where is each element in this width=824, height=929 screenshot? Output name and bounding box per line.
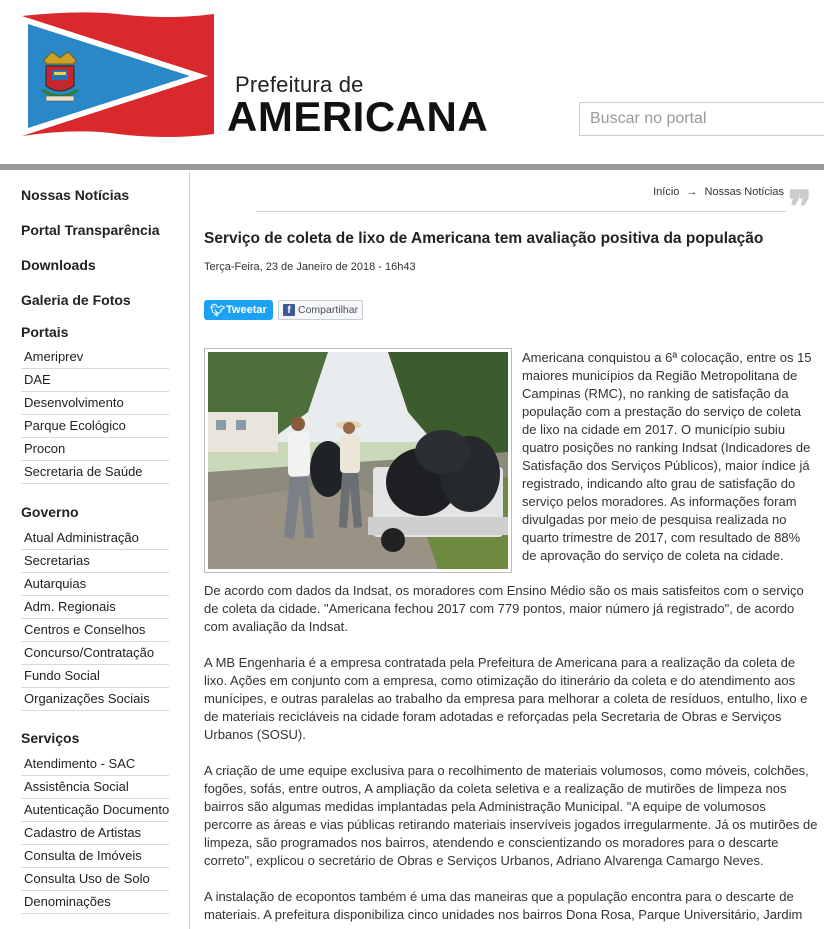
sidebar-item-parque-ecologico[interactable]: Parque Ecológico [21, 415, 169, 438]
sidebar-section-servicos-title: Serviços [21, 730, 80, 746]
article-title: Serviço de coleta de lixo de Americana tem avaliação positiva da população [204, 230, 764, 247]
breadcrumb [653, 186, 784, 198]
sidebar-item-desenvolvimento[interactable]: Desenvolvimento [21, 392, 169, 415]
sidebar-item-denominacoes[interactable]: Denominações [21, 891, 169, 914]
p4-line: fogões, sofás, entre outros, A ampliação da coleta seletiva e a realização de mutirões de limpeza nos [204, 781, 787, 796]
p4-line: percorre as áreas e vias públicas retirando materiais inservíveis jogados irregularmente. Já os mutirões de [204, 817, 818, 832]
p3-line: Urbanos (SOSU). [204, 727, 306, 742]
sidebar-section-governo-title: Governo [21, 504, 79, 520]
city-flag-logo[interactable] [18, 10, 218, 142]
twitter-bird-icon: 🐦︎ [210, 303, 226, 317]
sidebar-link-galeria-de-fotos[interactable]: Galeria de Fotos [21, 292, 131, 308]
sidebar [0, 172, 190, 929]
p1-line: Americana conquistou a 6ª colocação, entre os 15 [522, 350, 812, 365]
p4-line: limpeza, são programados nos bairros, atendendo e conscientizando os moradores para o descarte [204, 835, 779, 850]
facebook-share-button[interactable] [278, 300, 363, 320]
breadcrumb-current[interactable]: Nossas Notícias [704, 186, 784, 198]
sidebar-item-organizacoes-sociais[interactable]: Organizações Sociais [21, 688, 169, 711]
sidebar-item-atendimento-sac[interactable]: Atendimento - SAC [21, 753, 169, 776]
breadcrumb-separator: → [686, 186, 698, 198]
p1-line: população com a prestação do serviço de coleta [522, 404, 801, 419]
sidebar-item-cadastro-de-artistas[interactable]: Cadastro de Artistas [21, 822, 169, 845]
breadcrumb-home-link[interactable]: Início [653, 186, 680, 198]
sidebar-item-atual-administracao[interactable]: Atual Administração [21, 527, 169, 550]
p4-line: bairros são algumas medidas implantadas pela Administração Municipal. "A equipe de volumosos [204, 799, 766, 814]
sidebar-item-assistencia-social[interactable]: Assistência Social [21, 776, 169, 799]
article-paragraph-4 [204, 762, 824, 870]
p2-line: com avaliação da Indsat. [204, 619, 348, 634]
article-paragraph-2 [204, 582, 824, 636]
article-paragraph-5 [204, 888, 824, 924]
breadcrumb-rule [256, 199, 786, 212]
p5-line: A instalação de ecopontos também é uma das maneiras que a população encontra para o descarte de [204, 889, 794, 904]
p1-line: registrado, indicando alto grau de satisfação do [522, 476, 796, 491]
sidebar-item-fundo-social[interactable]: Fundo Social [21, 665, 169, 688]
p1-line: de lixo na cidade em 2017. O município subiu [522, 422, 786, 437]
sidebar-link-portal-transparencia[interactable]: Portal Transparência [21, 222, 160, 238]
sidebar-item-secretaria-de-saude[interactable]: Secretaria de Saúde [21, 461, 169, 484]
article-paragraph-1 [522, 349, 822, 565]
p3-line: de materiais recicláveis na cidade foram adotadas e reforçadas pela Secretaria de Obras e Serviços [204, 709, 782, 724]
quote-mark-icon: ❞ [788, 183, 812, 232]
sidebar-item-secretarias[interactable]: Secretarias [21, 550, 169, 573]
p1-line: quatro posições no ranking Indsat (Indicadores de [522, 440, 811, 455]
tweet-button[interactable] [204, 300, 273, 320]
logo-line1: Prefeitura de [235, 72, 364, 97]
sidebar-item-autenticacao-documento[interactable]: Autenticação Documento [21, 799, 169, 822]
sidebar-section-portais-list [21, 346, 169, 484]
p3-line: lixo. Ações em conjunto com a empresa, como otimização do itinerário da coleta e do atendimento aos [204, 673, 796, 688]
p2-line: De acordo com dados da Indsat, os moradores com Ensino Médio são os mais satisfeitos com o serviço [204, 583, 804, 598]
main-content [190, 172, 824, 929]
article-paragraph-3 [204, 654, 824, 744]
p1-line: divulgadas por meio de pesquisa realizada no [522, 512, 787, 527]
header-divider [0, 164, 824, 170]
sidebar-link-downloads[interactable]: Downloads [21, 257, 96, 273]
sidebar-link-nossas-noticias[interactable]: Nossas Notícias [21, 187, 130, 203]
sidebar-item-dae[interactable]: DAE [21, 369, 169, 392]
p5-line: materiais. A prefeitura disponibiliza cinco unidades nos bairros Dona Rosa, Parque Universitário, Jardim [204, 907, 803, 922]
sidebar-section-portais-title: Portais [21, 324, 69, 340]
p1-line: de aprovação do serviço de coleta na cidade. [522, 548, 784, 563]
sidebar-section-servicos-list [21, 753, 169, 914]
p2-line: de coleta da cidade. "Americana fechou 2017 com 779 pontos, maior número já registrado", de acordo [204, 601, 795, 616]
tweet-label: Tweetar [226, 304, 267, 316]
p1-line: Satisfação dos Serviços Públicos), maior índice já [522, 458, 810, 473]
sidebar-item-consulta-uso-de-solo[interactable]: Consulta Uso de Solo [21, 868, 169, 891]
sidebar-item-centros-e-conselhos[interactable]: Centros e Conselhos [21, 619, 169, 642]
p3-line: A MB Engenharia é a empresa contratada pela Prefeitura de Americana para a realização da coleta de [204, 655, 796, 670]
sidebar-item-adm-regionais[interactable]: Adm. Regionais [21, 596, 169, 619]
sidebar-item-consulta-de-imoveis[interactable]: Consulta de Imóveis [21, 845, 169, 868]
p1-line: serviço pelos moradores. As informações foram [522, 494, 797, 509]
p3-line: munícipes, e outras paralelas ao trabalho da empresa para melhorar a coleta de resíduos, entulho, lixo e [204, 691, 808, 706]
sidebar-section-governo-list [21, 527, 169, 711]
search-input[interactable] [579, 102, 824, 136]
p1-line: maiores municípios da Região Metropolitana de [522, 368, 798, 383]
article-date: Terça-Feira, 23 de Janeiro de 2018 - 16h43 [204, 261, 416, 273]
sidebar-item-autarquias[interactable]: Autarquias [21, 573, 169, 596]
logo-line2: AMERICANA [227, 93, 489, 140]
p4-line: A criação de ume equipe exclusiva para o recolhimento de materiais volumosos, como móveis, colchões, [204, 763, 809, 778]
p1-line: quarto trimestre de 2017, com resultado de 88% [522, 530, 801, 545]
share-label: Compartilhar [298, 304, 359, 316]
facebook-icon: f [283, 304, 295, 316]
p4-line: correto", explicou o secretário de Obras e Serviços Urbanos, Adriano Alvarenga Camargo Neves. [204, 853, 764, 868]
p1-line: Campinas (RMC), no ranking de satisfação da [522, 386, 789, 401]
sidebar-item-concurso-contratacao[interactable]: Concurso/Contratação [21, 642, 169, 665]
article-photo[interactable] [204, 348, 512, 573]
site-header [0, 0, 824, 168]
sidebar-item-procon[interactable]: Procon [21, 438, 169, 461]
sidebar-item-ameriprev[interactable]: Ameriprev [21, 346, 169, 369]
